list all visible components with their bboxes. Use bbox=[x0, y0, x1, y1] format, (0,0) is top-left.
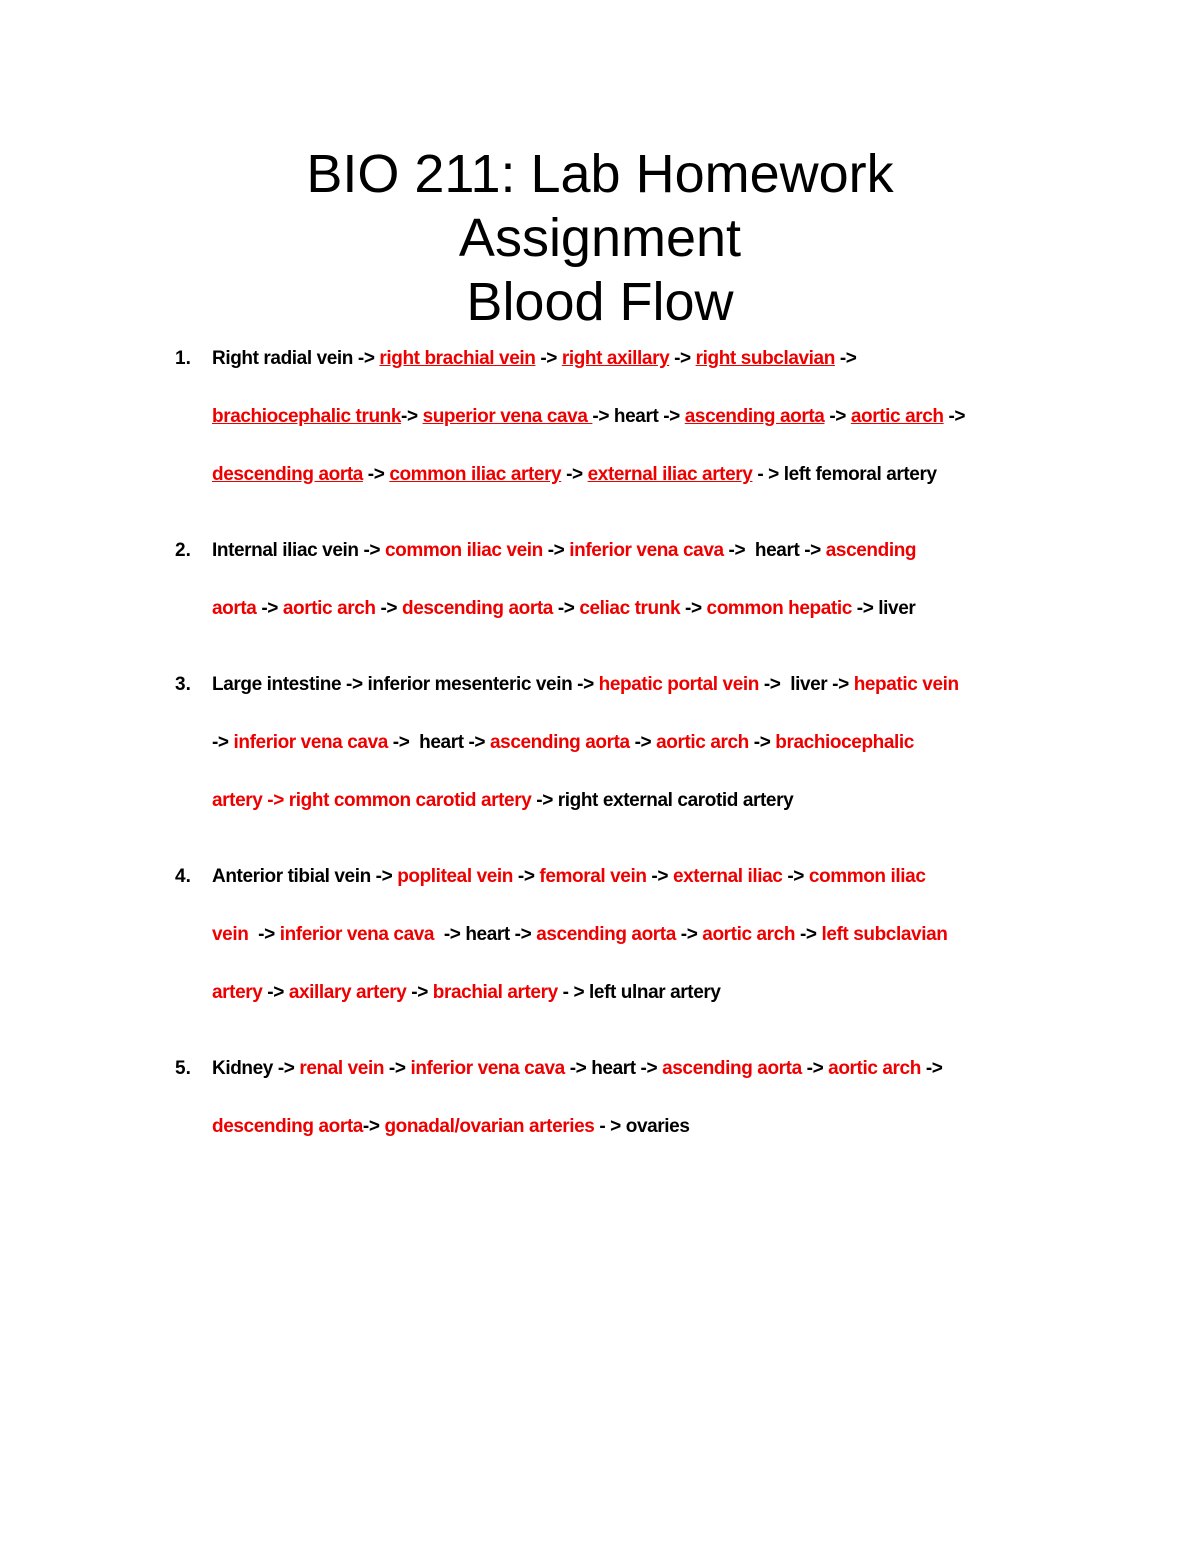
pathway-line bbox=[212, 330, 1105, 388]
prompt-text: Kidney -> bbox=[212, 1058, 300, 1079]
answer-term: descending aorta bbox=[212, 464, 363, 485]
prompt-text: -> bbox=[384, 1058, 411, 1079]
pathway-line bbox=[212, 714, 1105, 772]
pathway-text bbox=[212, 522, 1105, 638]
answer-term: popliteal vein bbox=[397, 866, 514, 887]
item-number: 4. bbox=[175, 866, 191, 887]
answer-term: common hepatic bbox=[706, 598, 852, 619]
answer-term: inferior vena cava bbox=[569, 540, 724, 561]
answer-term: external iliac artery bbox=[587, 464, 753, 485]
prompt-text: -> heart -> bbox=[387, 732, 491, 753]
item-number: 2. bbox=[175, 540, 191, 561]
answer-term: aortic arch bbox=[850, 406, 944, 427]
prompt-text: -> bbox=[212, 732, 234, 753]
prompt-text: -> bbox=[824, 406, 851, 427]
pathway-line bbox=[212, 388, 1105, 446]
prompt-text: Right radial vein -> bbox=[212, 348, 380, 369]
answer-term: artery -> right common carotid artery bbox=[212, 790, 532, 811]
prompt-text: Internal iliac vein -> bbox=[212, 540, 385, 561]
prompt-text: -> bbox=[680, 598, 707, 619]
answer-term: ascending aorta bbox=[490, 732, 630, 753]
pathway-item bbox=[175, 848, 1105, 1022]
answer-term: inferior vena cava bbox=[279, 924, 435, 945]
answer-term: gonadal/ovarian arteries bbox=[384, 1116, 595, 1137]
item-number: 3. bbox=[175, 674, 191, 695]
prompt-text: -> liver -> bbox=[758, 674, 854, 695]
answer-term: right subclavian bbox=[695, 348, 835, 369]
title-line: Assignment bbox=[458, 208, 742, 268]
pathway-item bbox=[175, 1040, 1105, 1156]
answer-term: brachial artery bbox=[432, 982, 558, 1003]
title-line: BIO 211: Lab Homework bbox=[306, 144, 894, 204]
answer-term: descending aorta bbox=[212, 1116, 363, 1137]
pathway-line bbox=[212, 656, 1105, 714]
answer-term: aorta bbox=[212, 598, 257, 619]
answer-term: aortic arch bbox=[828, 1058, 921, 1079]
prompt-text: -> heart -> bbox=[592, 406, 685, 427]
prompt-text: -> bbox=[561, 464, 588, 485]
answer-term: brachiocephalic trunk bbox=[212, 406, 402, 427]
prompt-text: -> bbox=[943, 406, 966, 427]
prompt-text: -> bbox=[406, 982, 433, 1003]
answer-term: aortic arch bbox=[702, 924, 796, 945]
prompt-text: -> bbox=[801, 1058, 829, 1079]
prompt-text: -> bbox=[375, 598, 403, 619]
prompt-text: -> bbox=[513, 866, 540, 887]
prompt-text: - > left femoral artery bbox=[752, 464, 937, 485]
pathway-item bbox=[175, 330, 1105, 504]
prompt-text: -> bbox=[920, 1058, 943, 1079]
prompt-text: -> bbox=[552, 598, 580, 619]
pathway-list bbox=[175, 330, 1105, 1174]
answer-term: common iliac bbox=[808, 866, 926, 887]
pathway-line bbox=[212, 1040, 1105, 1098]
prompt-text: -> heart -> bbox=[564, 1058, 663, 1079]
answer-term: renal vein bbox=[299, 1058, 385, 1079]
answer-term: aortic arch bbox=[656, 732, 749, 753]
prompt-text: -> bbox=[782, 866, 809, 887]
prompt-text: Anterior tibial vein -> bbox=[212, 866, 398, 887]
pathway-line bbox=[212, 772, 1105, 830]
pathway-text bbox=[212, 330, 1105, 504]
prompt-text: -> heart -> bbox=[434, 924, 537, 945]
answer-term: aortic arch bbox=[282, 598, 376, 619]
prompt-text: Large intestine -> inferior mesenteric vein -> bbox=[212, 674, 599, 695]
pathway-item bbox=[175, 522, 1105, 638]
answer-term: ascending bbox=[825, 540, 917, 561]
answer-term: common iliac vein bbox=[384, 540, 543, 561]
prompt-text: -> heart -> bbox=[723, 540, 826, 561]
answer-term: ascending aorta bbox=[662, 1058, 802, 1079]
answer-term: hepatic portal vein bbox=[598, 674, 759, 695]
answer-term: right brachial vein bbox=[379, 348, 536, 369]
pathway-line bbox=[212, 522, 1105, 580]
title-line: Blood Flow bbox=[466, 272, 734, 332]
answer-term: celiac trunk bbox=[579, 598, 681, 619]
prompt-text: -> liver bbox=[851, 598, 916, 619]
answer-term: brachiocephalic bbox=[775, 732, 914, 753]
prompt-text: - > ovaries bbox=[594, 1116, 690, 1137]
prompt-text: -> bbox=[669, 348, 696, 369]
pathway-text bbox=[212, 848, 1105, 1022]
item-number: 1. bbox=[175, 348, 191, 369]
prompt-text: -> bbox=[256, 598, 283, 619]
answer-term: femoral vein bbox=[539, 866, 647, 887]
answer-term: hepatic vein bbox=[853, 674, 959, 695]
prompt-text: -> bbox=[362, 1116, 385, 1137]
pathway-line bbox=[212, 580, 1105, 638]
prompt-text: -> bbox=[362, 464, 390, 485]
answer-term: ascending aorta bbox=[684, 406, 825, 427]
prompt-text: -> bbox=[535, 348, 562, 369]
answer-term: external iliac bbox=[672, 866, 783, 887]
pathway-line bbox=[212, 1098, 1105, 1156]
pathway-line bbox=[212, 964, 1105, 1022]
answer-term: vein bbox=[212, 924, 249, 945]
answer-term: inferior vena cava bbox=[410, 1058, 565, 1079]
answer-term: artery bbox=[212, 982, 263, 1003]
answer-term: superior vena cava bbox=[422, 406, 593, 427]
pathway-text bbox=[212, 656, 1105, 830]
answer-term: axillary artery bbox=[288, 982, 407, 1003]
prompt-text: - > left ulnar artery bbox=[557, 982, 721, 1003]
prompt-text: -> bbox=[646, 866, 673, 887]
pathway-item bbox=[175, 656, 1105, 830]
prompt-text: -> bbox=[675, 924, 703, 945]
prompt-text: -> bbox=[748, 732, 776, 753]
answer-term: inferior vena cava bbox=[233, 732, 388, 753]
answer-term: right axillary bbox=[561, 348, 670, 369]
prompt-text: -> bbox=[401, 406, 423, 427]
prompt-text: -> bbox=[248, 924, 280, 945]
answer-term: descending aorta bbox=[402, 598, 553, 619]
answer-term: left subclavian bbox=[821, 924, 948, 945]
answer-term: common iliac artery bbox=[389, 464, 562, 485]
prompt-text: -> right external carotid artery bbox=[531, 790, 794, 811]
pathway-line bbox=[212, 906, 1105, 964]
prompt-text: -> bbox=[834, 348, 857, 369]
page-title bbox=[0, 142, 1200, 334]
prompt-text: -> bbox=[262, 982, 289, 1003]
pathway-text bbox=[212, 1040, 1105, 1156]
pathway-line bbox=[212, 848, 1105, 906]
prompt-text: -> bbox=[795, 924, 822, 945]
pathway-line bbox=[212, 446, 1105, 504]
prompt-text: -> bbox=[629, 732, 657, 753]
answer-term: ascending aorta bbox=[536, 924, 676, 945]
prompt-text: -> bbox=[542, 540, 570, 561]
item-number: 5. bbox=[175, 1058, 191, 1079]
